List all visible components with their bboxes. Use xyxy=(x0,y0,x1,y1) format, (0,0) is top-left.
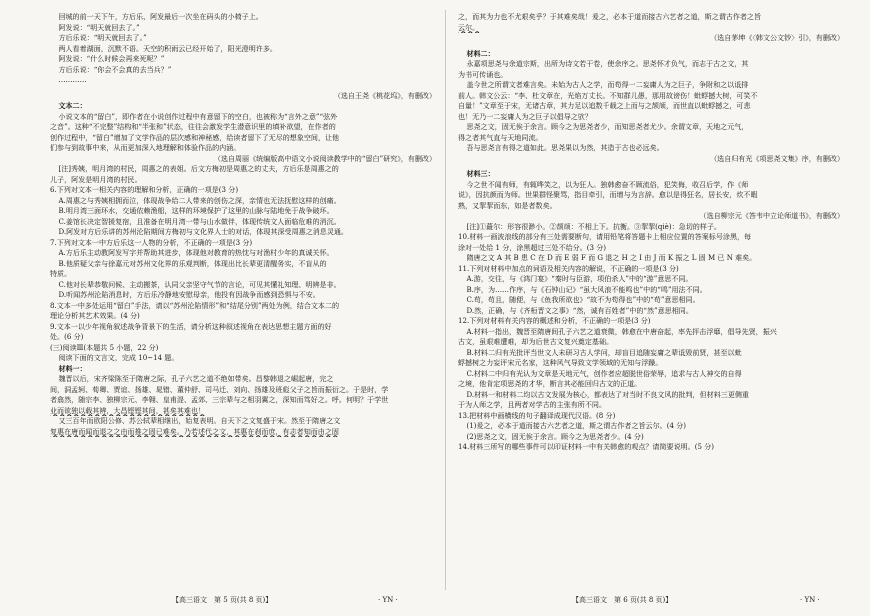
right-text-line: 11.下列对材料中加点的词语及相关内容的解说，不正确的一项是(3 分) xyxy=(458,263,679,273)
right-page-column xyxy=(458,12,850,453)
right-text-line: 古文，虽艰难遭难，却为后世古文复兴奠定基础。 xyxy=(458,337,614,346)
right-text-line: [注]①蕞尔：形容很渺小。②颉颃：不相上下。抗衡。③挈挈(qiè)：急切的样子。 xyxy=(466,221,721,231)
right-text-line: 云尔。 xyxy=(458,22,480,32)
left-text-line: 小说文本的“留白”，即作者在小说创作过程中有意留下的空白，也被称为“言外之意”“弦外 xyxy=(58,111,338,121)
left-text-line: 业而欲独以载其辨，大昌铿铿其间，甚矣其难也！ xyxy=(50,405,206,415)
right-text-line: 13.把材料中画横线的句子翻译成现代汉语。(8 分) xyxy=(458,410,616,420)
left-text-line: 阿发说：“什么时候会再来死呢？” xyxy=(58,54,165,63)
left-text-line: 两人看着湖面，沉默不语。天空的积雨云已经开始了，阳光澄明许多。 xyxy=(58,43,277,53)
right-page-code: · YN · xyxy=(800,596,820,604)
right-text-line: C.材料二中归有光认为文章是天地元气，创作者应超脱世俗荣辱，追求与古人神交的自得 xyxy=(466,368,742,378)
right-text-line: A.材料一指出，魏晋至隋唐间孔子六艺之道衰微，韩愈在中唐奋起，率先抨击浮靡，倡导先贤，振兴 xyxy=(466,326,777,336)
left-page-column xyxy=(50,12,442,437)
left-text-line: 创作过程中，“留白”增加了文学作品的层次感和神秘感，给读者留下了无尽的想象空间，让他 xyxy=(50,132,340,142)
left-text-line: A.周惠之与秀姨相拥而泣，体现战争给二人带来的创伤之深，亲情也无法抚慰这样的创痛。 xyxy=(58,195,341,205)
left-page-code: · YN · xyxy=(378,596,398,604)
left-text-line: 回城的前一天下午，方后乐、阿发最后一次坐在码头的小椅子上。 xyxy=(58,12,263,21)
right-text-line: 今之世不闻有师，有辄哗笑之，以为狂人。独韩愈奋不顾流俗，犯笑侮，收召后学，作《师 xyxy=(466,179,749,189)
left-text-line: A.方后乐主动教阿发写字并帮助其进步，体现他对教育的热忱与对渔村少年的真诚关怀。 xyxy=(58,248,334,257)
left-text-line: 们参与到故事中来，从而更加深入地理解和体验作品的内涵。 xyxy=(50,143,241,152)
right-text-line: 蜉撼树之力妄评宋元名家，这种风气导致文学领域的无知与浮躁。 xyxy=(458,358,663,367)
left-text-line: 方后乐说：“你会不会真的去当兵？” xyxy=(58,64,172,74)
left-text-line: （选自周丽《统编版高中语文小说阅读教学中的“留白”研究》，有删改） xyxy=(213,153,436,163)
right-text-line: 思尧之文，固无俟于余言。顾今之为思尧者少，而知思尧者尤少。余谓文章，天地之元气， xyxy=(466,122,749,131)
left-text-line: 特质。 xyxy=(50,269,72,278)
right-text-line: 前人。韩文公云：“李、杜文章在，光焰万丈长。不知群儿愚，那用故谤伤！蚍蜉撼大树，可笑不 xyxy=(458,90,758,100)
right-text-line: 也！无乃一二妄庸人为之巨子以倡导之欤？ xyxy=(458,111,592,121)
right-text-line: 于为人师之学，且两者对学古的主张有所不同。 xyxy=(458,400,606,409)
left-text-line: 间，洞孟轲、荀卿、贾谊、扬雄、晁错、董仲舒、司马迁、刘向、扬雄及班彪父子之旨而振衍之。于是时，学 xyxy=(50,384,389,394)
right-text-line: 之，而其为力也不尤艰矣乎？于其难矣哉！爰之，必本于道而接古六艺者之道，斯之谓古作者之旨 xyxy=(458,12,762,21)
right-text-line: 之境，他肯定项思尧的才华，断言其必能回归古文的正道。 xyxy=(458,379,642,388)
left-text-line: 材料一： xyxy=(58,363,87,373)
left-text-line: 儿子，阿发是明月湾的村民。 xyxy=(50,174,142,184)
right-text-line: 14.材料三所写的哪些事件可以印证材料一中有关韩愈的观点？请简要说明。(5 分) xyxy=(458,442,714,451)
right-text-line: （选自茅坤《〈韩文公文钞〉引》，有删改） xyxy=(710,33,844,42)
right-text-line: B.序，为……作序，与《石钟山记》“虽大风浪不能鸣也”中的“鸣”用法不同。 xyxy=(466,284,707,294)
right-text-line: C.苟，苟且，随便，与《鱼我所欲也》“故不为苟得也”中的“苟”意思相同。 xyxy=(466,295,700,304)
right-page-footer: 【高三语文 第 6 页(共 8 页)】 xyxy=(572,596,673,604)
right-text-line: 12.下列对材料有关内容的概述和分析，不正确的一项是(3 分) xyxy=(458,316,651,325)
right-text-line: B.材料二归有光批评当世文人未研习古人学问，却盲目追随妄庸之辈诋毁前贤，甚至以蚍 xyxy=(466,347,742,357)
right-text-line: （选自归有光《项思尧文集》序，有删改） xyxy=(710,153,844,163)
left-text-line: 阿发说：“明天就回去了。” xyxy=(58,22,140,32)
left-text-line: 者翕然，随宗李、独柳宗元、李翱、皇甫湜、孟郊、三宗辈与之相羽翼之，深知而笃好之。呼。何明？于学世 xyxy=(50,395,389,404)
left-text-line: C.他对长辈恭敬问候、主动搬茶，认同父亲坚守气节的言论，可见其懂礼知理、明辨是非。 xyxy=(58,279,341,289)
left-text-line: 文本二： xyxy=(58,101,87,110)
right-text-line: D.然，正确，与《齐桓晋文之事》“然，诚有百姓者”中的“然”意思相同。 xyxy=(466,305,693,315)
right-text-line: 盖今世之所谓文者难言矣。未始为古人之学，而苟得一二妄庸人为之巨子，争附和之以诋排 xyxy=(466,80,749,89)
left-text-line: B.明月湾三面环水，交通依赖渔船，这样的环境保护了这里的山脉与陆地免于战争破坏。 xyxy=(58,206,334,215)
left-page-footer: 【高三语文 第 5 页(共 8 页)】 xyxy=(172,596,273,604)
left-text-line: D.听闻苏州沦陷消息时，方后乐冷静地安慰母亲，他投有因战争而感到恐惧与不安。 xyxy=(58,290,320,299)
left-text-line: 7.下列对文本一中方后乐这一人物的分析，不正确的一项是(3 分) xyxy=(50,237,253,247)
right-text-line: (1)爰之，必本于道而接古六艺者之道，斯之谓古作者之旨云尔。(4 分) xyxy=(466,421,686,430)
left-text-line: ………… xyxy=(58,75,87,84)
left-text-line: D.阿发对方后乐讲的苏州沦陷期间方梅初与文化界人士的对话，体现其深受周惠之消息灵通。 xyxy=(58,227,348,236)
left-text-line: (三)阅读Ⅲ(本题共 5 小题，22 分) xyxy=(50,342,159,352)
page-divider xyxy=(445,10,446,590)
left-text-line: 9.文本一以少年视角叙述战争背景下的生活，请分析这种叙述视角在表达思想主题方面的好 xyxy=(50,321,332,331)
right-text-line: D.材料一和材料二均以古文发展为核心，都表达了对当时不良文风的批判，但材料三更侧重 xyxy=(466,389,749,399)
right-text-line: （选自柳宗元《答韦中立论师道书》，有删改） xyxy=(699,211,844,220)
right-text-line: 材料三： xyxy=(466,169,495,178)
right-text-line: A.游，交往，与《鸿门宴》“秦时与臣游，项伯杀人”中的“游”意思不同。 xyxy=(466,274,693,283)
left-text-line: C.姜馆长决定智援复宿，且准备在明月湾一带与山水做伴，体现传统文人面临危难的消沉。 xyxy=(58,216,341,226)
left-text-line: [注]秀姨，明月湾的村民，周惠之的表姐。后文方梅初是周惠之的丈夫，方后乐是周惠之的 xyxy=(58,164,339,173)
left-text-line: 理论分析其艺术效果。(4 分) xyxy=(50,311,140,320)
left-text-line: 处。(6 分) xyxy=(50,332,84,341)
right-text-line: 为书可传诵也。 xyxy=(458,69,508,79)
left-text-line: 8.文本一中多处运用“留白”手法，请以“苏州沦陷情形”和“结尾分别”两处为例，结合文本二的 xyxy=(50,300,340,310)
right-text-line: 涂对一处给 1 分，涂黑超过三处不给分。(3 分) xyxy=(458,242,607,252)
left-text-line: 又三百年而欧阳公修、苏公轼辈相继出，始复表明。自天下之文复盛于宋。然至于隋唐之文 xyxy=(58,416,341,425)
right-text-line: 说》，因抗颜而为师。世果群怪聚骂，指目牵引，而增与为言辞。愈以是得狂名，居长安，炊不暇 xyxy=(458,190,758,199)
right-text-line: 熟，又挈挈而东，如是者数矣。 xyxy=(458,200,557,210)
left-text-line: 6.下列对文本一相关内容的理解和分析，正确的一项是(3 分) xyxy=(50,185,239,194)
right-text-line: 吾与思尧言有得之道如此。思尧果以为然，其造于古也必远矣。 xyxy=(466,143,664,152)
right-text-line: 永嘉项思尧与余道宗斯，出所为诗文若干卷，使余序之。思尧怀才负气，而志于古之文，其 xyxy=(466,59,749,68)
right-text-line: 材料二： xyxy=(466,48,495,58)
left-text-line: 复惠在唐而闻而退之之由而推之固已难矣。乃若述代之文，其惠在刹而庶，有志者知而由之固 xyxy=(50,426,339,436)
left-text-line: 魏晋以后，宋齐梁陈至于隋唐之际，孔子六艺之道不绝如带矣。昌黎韩退之崛起唐，完之 xyxy=(58,374,334,383)
left-text-line: （选自王尧《桃花坞》，有删改） xyxy=(333,90,436,100)
right-text-line: (2)思尧之文，固无俟于余言。顾今之为思尧者少。(4 分) xyxy=(466,431,644,441)
left-text-line: B.他质疑父亲与徐嘉元对苏州文化界的乐观判断，体现出比长辈更清醒务实，不盲从的 xyxy=(58,258,327,268)
right-text-line: 隋唐之文 A 其 B 患 C 在 D 而 E 弱 F 而 G 退之 H 之 I 由 J 而 K 振之 L 固 M 已 N 难矣。 xyxy=(466,253,757,262)
left-text-line: 之音”。这种“不完整”结构和“半张和”状态，往往会激发学生潜意识里的填补欲望，在作者的 xyxy=(50,122,336,131)
right-text-line: 得之者其气直与天地同流。 xyxy=(458,132,543,142)
right-text-line: 10.材料一画波浪线的部分有三处需要断句，请用铅笔将答题卡上相应位置的答案标号涂黑，每 xyxy=(458,232,752,241)
right-text-line: 自量！”文章至于宋，无诸古章，其力足以追数千载之上而与之颉颃，而世直以蚍蜉撼之，可悲 xyxy=(458,101,751,110)
left-text-line: 阅读下面的文言文，完成 10~14 题。 xyxy=(58,353,179,362)
left-text-line: 方后乐说：“明天就回去了。” xyxy=(58,33,147,42)
